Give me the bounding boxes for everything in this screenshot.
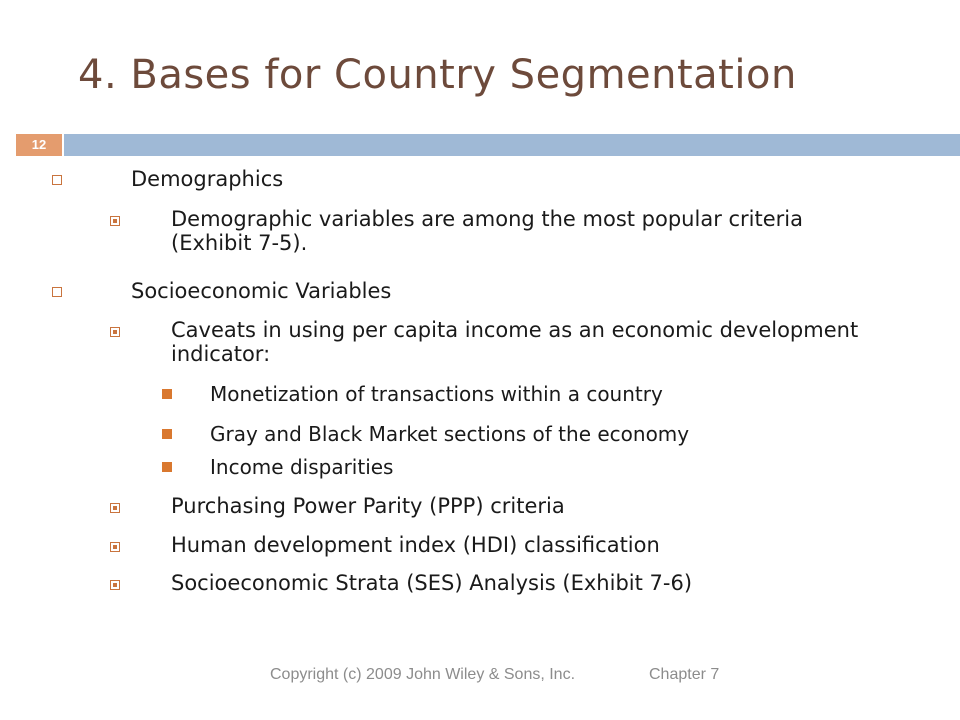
square-bullet-icon: [110, 580, 120, 590]
bullet-text: Demographic variables are among the most popular criteria (Exhibit 7-5).: [171, 207, 804, 255]
bullet-text: Demographics: [131, 167, 284, 191]
square-bullet-icon: [110, 216, 120, 226]
bullet-text: Income disparities: [210, 455, 394, 479]
square-bullet-icon: [110, 542, 120, 552]
bullet-text: Purchasing Power Parity (PPP) criteria: [171, 494, 565, 518]
bullet-text: Monetization of transactions within a country: [210, 382, 663, 406]
square-bullet-icon: [110, 327, 120, 337]
hollow-square-bullet-icon: [52, 287, 62, 297]
slide-number: 12: [16, 134, 62, 156]
hollow-square-bullet-icon: [52, 175, 62, 185]
footer-copyright: Copyright (c) 2009 John Wiley & Sons, Inc.: [270, 666, 576, 683]
filled-square-bullet-icon: [162, 462, 172, 472]
slide-title: 4. Bases for Country Segmentation: [78, 52, 797, 98]
bullet-text: Socioeconomic Variables: [131, 279, 392, 303]
bullet-text: Socioeconomic Strata (SES) Analysis (Exhibit 7-6): [171, 571, 693, 595]
filled-square-bullet-icon: [162, 429, 172, 439]
square-bullet-icon: [110, 503, 120, 513]
bullet-text: Caveats in using per capita income as an economic development indicator:: [171, 318, 859, 366]
filled-square-bullet-icon: [162, 389, 172, 399]
footer-chapter: Chapter 7: [649, 666, 720, 683]
bullet-text: Gray and Black Market sections of the economy: [210, 422, 690, 446]
bullet-text: Human development index (HDI) classification: [171, 533, 660, 557]
